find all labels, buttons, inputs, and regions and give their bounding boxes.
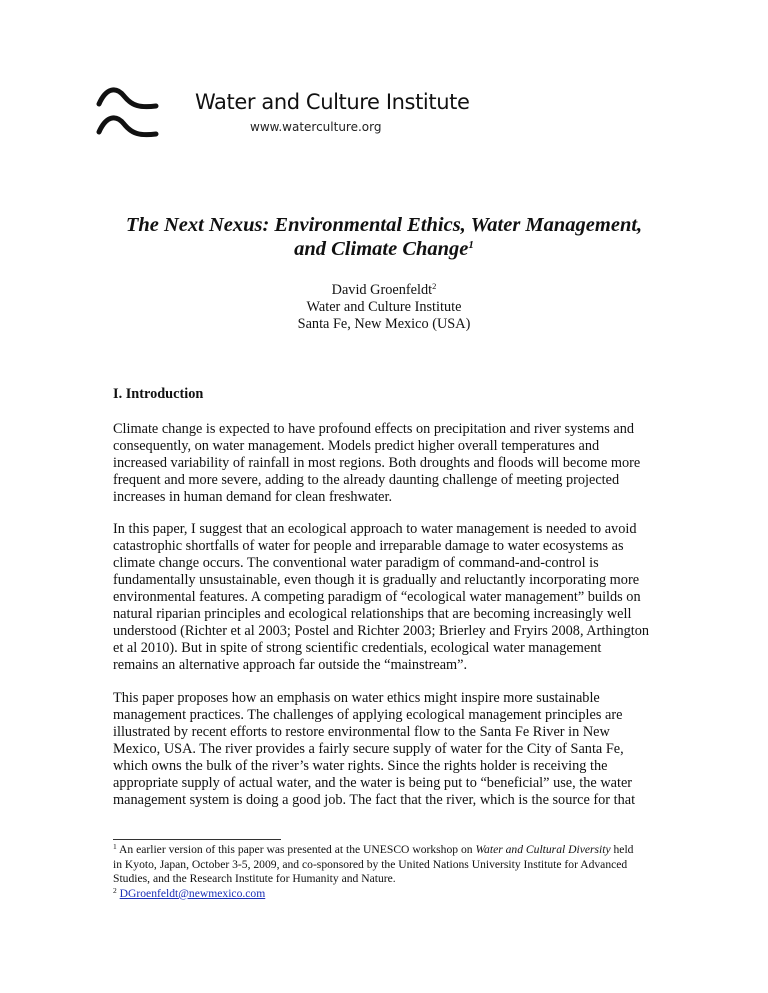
footnote-2-marker: 2 [113,885,117,895]
title-line-2-text: and Climate Change [294,238,469,260]
footnote-1 [113,843,633,858]
footnote-1-text-end: held [610,843,634,856]
author-location: Santa Fe, New Mexico (USA) [297,316,471,332]
paragraph-line: increases in human demand for clean freshwater. [113,489,393,505]
footnote-2 [113,887,633,902]
paragraph-3 [113,690,673,809]
paragraph-line: consequently, on water management. Models predict higher overall temperatures and [113,438,600,454]
paragraph-line: illustrated by recent efforts to restore environmental flow to the Santa Fe River in New [113,724,610,740]
paragraph-1 [113,421,673,506]
paragraph-line: et al 2010). But in spite of strong scientific credentials, ecological water management [113,640,602,656]
author-affiliation: Water and Culture Institute [306,299,462,315]
paragraph-line: which owns the bulk of the river’s water rights. Since the rights holder is receiving the [113,758,608,774]
paragraph-line: frequent and more severe, adding to the already daunting challenge of meeting projected [113,472,620,488]
paragraph-line: This paper proposes how an emphasis on water ethics might inspire more sustainable [113,690,600,706]
footnote-1-marker: 1 [113,842,117,851]
paragraph-line: understood (Richter et al 2003; Postel and Richter 2003; Brierley and Fryirs 2008, Arthington [113,623,650,639]
paragraph-line: appropriate supply of actual water, and the water is being put to “beneficial” use, the water [113,775,633,791]
title-line-2 [0,237,768,261]
double-wave-icon [96,82,160,140]
paragraph-line: fundamentally unsustainable, even though it is gradually and reluctantly incorporating more [113,572,640,588]
paragraph-2 [113,521,673,674]
paragraph-line: catastrophic shortfalls of water for people and irreparable damage to water ecosystems as [113,538,624,554]
footnote-divider [113,839,281,840]
section-heading: I. Introduction [113,386,204,402]
author-footnote-marker[interactable]: 2 [432,281,437,291]
organization-url: www.waterculture.org [250,120,382,134]
paragraph-line: natural riparian principles and ecological relationships that are becoming increasingly well [113,606,632,622]
footnote-1-line-2: in Kyoto, Japan, October 3-5, 2009, and co-sponsored by the United Nations University Institute for Advanced [113,857,628,871]
author-name [0,282,768,299]
paragraph-line: In this paper, I suggest that an ecological approach to water management is needed to avoid [113,521,637,537]
paragraph-line: management practices. The challenges of applying ecological management principles are [113,707,623,723]
paragraph-line: Climate change is expected to have profound effects on precipitation and river systems and [113,421,635,437]
author-block [0,282,768,333]
paragraph-line: Mexico, USA. The river provides a fairly secure supply of water for the City of Santa Fe, [113,741,624,757]
title-footnote-marker[interactable]: 1 [468,239,474,251]
paragraph-line: increased variability of rainfall in most regions. Both droughts and floods will become more [113,455,641,471]
footnote-1-text: An earlier version of this paper was presented at the UNESCO workshop on [119,843,476,856]
workshop-title: Water and Cultural Diversity [475,843,611,856]
author-name-text: David Groenfeldt [331,282,433,298]
organization-name: Water and Culture Institute [195,90,470,114]
footnote-1-line-3: Studies, and the Research Institute for Humanity and Nature. [113,872,396,885]
paragraph-line: environmental features. A competing paradigm of “ecological water management” builds on [113,589,641,605]
paragraph-line: management system is doing a good job. The fact that the river, which is the source for that [113,792,636,808]
title-line-1: The Next Nexus: Environmental Ethics, Water Management, [125,214,643,236]
author-email-link[interactable]: DGroenfeldt@newmexico.com [119,886,266,900]
paragraph-line: climate change occurs. The conventional water paradigm of command-and-control is [113,555,599,571]
paragraph-line: remains an alternative approach far outside the “mainstream”. [113,657,468,673]
paper-title [0,213,768,261]
footnotes [113,843,633,901]
